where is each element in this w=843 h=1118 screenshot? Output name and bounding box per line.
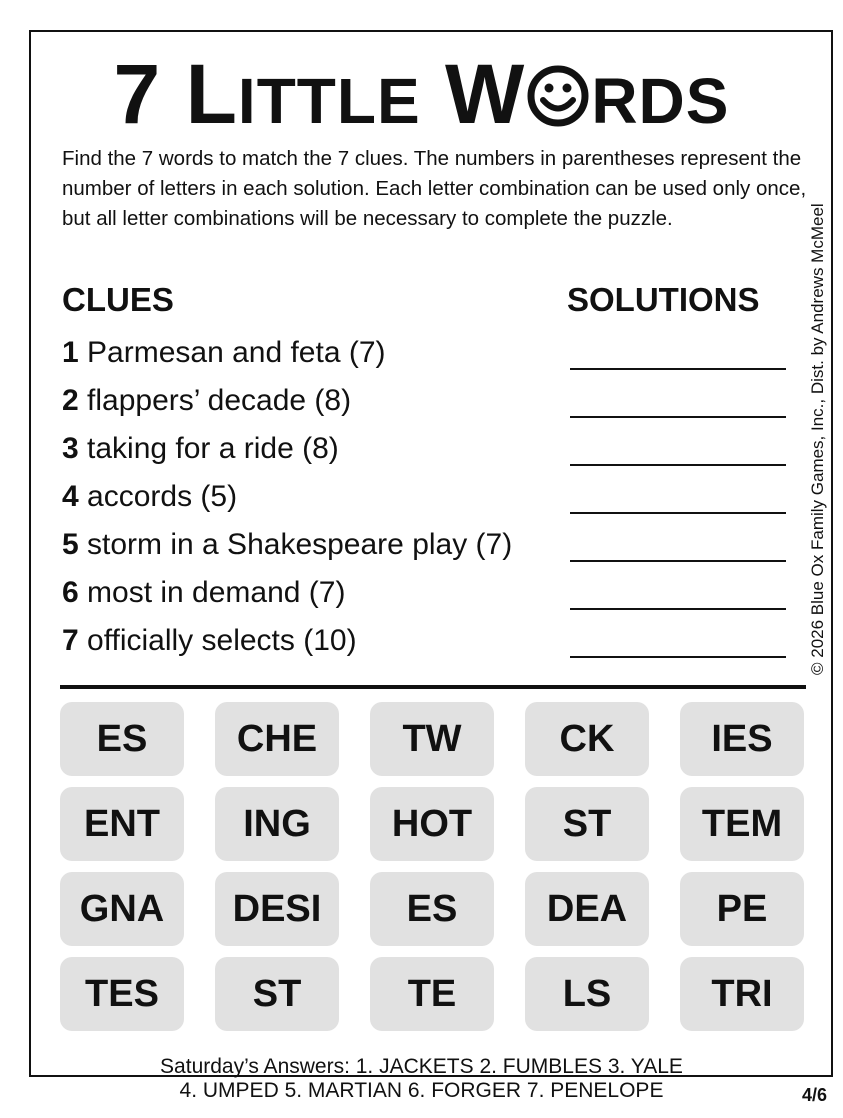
clue-label: taking for a ride (8) — [78, 432, 339, 465]
answers-line-1: Saturday’s Answers: 1. JACKETS 2. FUMBLES 3. YALE — [160, 1055, 683, 1078]
letter-tile[interactable]: TEM — [680, 787, 804, 861]
letter-tile-grid — [60, 702, 808, 1035]
page-number: 4/6 — [801, 1085, 827, 1105]
letter-tile[interactable]: TW — [370, 702, 494, 776]
title-number: 7 — [113, 47, 162, 141]
solution-blank-2[interactable] — [570, 416, 786, 418]
smiley-face-icon — [525, 63, 591, 129]
letter-tile[interactable]: HOT — [370, 787, 494, 861]
solution-blank-3[interactable] — [570, 464, 786, 466]
title-word-little — [186, 47, 421, 141]
title-w: W — [445, 47, 526, 141]
clue-number: 6 — [62, 576, 79, 609]
clue-number: 1 — [62, 336, 79, 369]
letter-tile[interactable]: CK — [525, 702, 649, 776]
clues-heading: CLUES — [62, 281, 174, 318]
letter-tile[interactable]: ENT — [60, 787, 184, 861]
letter-tile[interactable]: ING — [215, 787, 339, 861]
solution-blank-6[interactable] — [570, 608, 786, 610]
letter-tile[interactable]: DEA — [525, 872, 649, 946]
clue-label: storm in a Shakespeare play (7) — [78, 528, 513, 561]
solution-blank-4[interactable] — [570, 512, 786, 514]
clue-text — [62, 525, 512, 565]
clue-number: 7 — [62, 624, 79, 657]
title-l: L — [185, 47, 238, 141]
clue-text — [62, 333, 386, 373]
clue-label: flappers’ decade (8) — [78, 384, 352, 417]
clue-text — [62, 621, 357, 661]
solution-blank-5[interactable] — [570, 560, 786, 562]
letter-tile[interactable]: CHE — [215, 702, 339, 776]
clue-number: 3 — [62, 432, 79, 465]
title-word-words — [445, 47, 729, 141]
clue-text — [62, 477, 237, 517]
letter-tile[interactable]: ES — [370, 872, 494, 946]
solution-blank-1[interactable] — [570, 368, 786, 370]
clue-row-1 — [62, 333, 792, 381]
clue-row-6 — [62, 573, 792, 621]
clue-label: accords (5) — [78, 480, 238, 513]
clue-text — [62, 573, 345, 613]
section-divider — [60, 685, 806, 689]
clue-number: 4 — [62, 480, 79, 513]
clue-row-4 — [62, 477, 792, 525]
clue-label: Parmesan and feta (7) — [78, 336, 386, 369]
clue-row-2 — [62, 381, 792, 429]
letter-tile[interactable]: TES — [60, 957, 184, 1031]
letter-tile[interactable]: TRI — [680, 957, 804, 1031]
puzzle-title — [0, 47, 843, 143]
answers-line-2: 4. UMPED 5. MARTIAN 6. FORGER 7. PENELOPE — [179, 1079, 664, 1102]
letter-tile[interactable]: PE — [680, 872, 804, 946]
letter-tile[interactable]: DESI — [215, 872, 339, 946]
clue-number: 5 — [62, 528, 79, 561]
letter-tile[interactable]: IES — [680, 702, 804, 776]
clue-number: 2 — [62, 384, 79, 417]
clue-label: officially selects (10) — [78, 624, 357, 657]
clue-list — [62, 333, 792, 669]
title-ittle: ITTLE — [237, 65, 421, 137]
instructions-text: Find the 7 words to match the 7 clues. The numbers in parentheses represent the number of letters in each solution. Each letter combination can be used only once, but all letter combinations will be necessary to complete the puzzle. — [62, 147, 807, 230]
clue-text — [62, 429, 339, 469]
title-rds: RDS — [591, 65, 730, 137]
letter-tile[interactable]: ST — [215, 957, 339, 1031]
solutions-heading: SOLUTIONS — [567, 281, 760, 318]
letter-tile[interactable]: ES — [60, 702, 184, 776]
letter-tile[interactable]: ST — [525, 787, 649, 861]
copyright-credit: © 2026 Blue Ox Family Games, Inc., Dist. by Andrews McMeel — [808, 203, 827, 675]
clue-row-5 — [62, 525, 792, 573]
clue-label: most in demand (7) — [78, 576, 346, 609]
letter-tile[interactable]: TE — [370, 957, 494, 1031]
previous-answers — [0, 1055, 843, 1103]
solution-blank-7[interactable] — [570, 656, 786, 658]
letter-tile[interactable]: GNA — [60, 872, 184, 946]
clue-row-3 — [62, 429, 792, 477]
clue-text — [62, 381, 351, 421]
letter-tile[interactable]: LS — [525, 957, 649, 1031]
clue-row-7 — [62, 621, 792, 669]
